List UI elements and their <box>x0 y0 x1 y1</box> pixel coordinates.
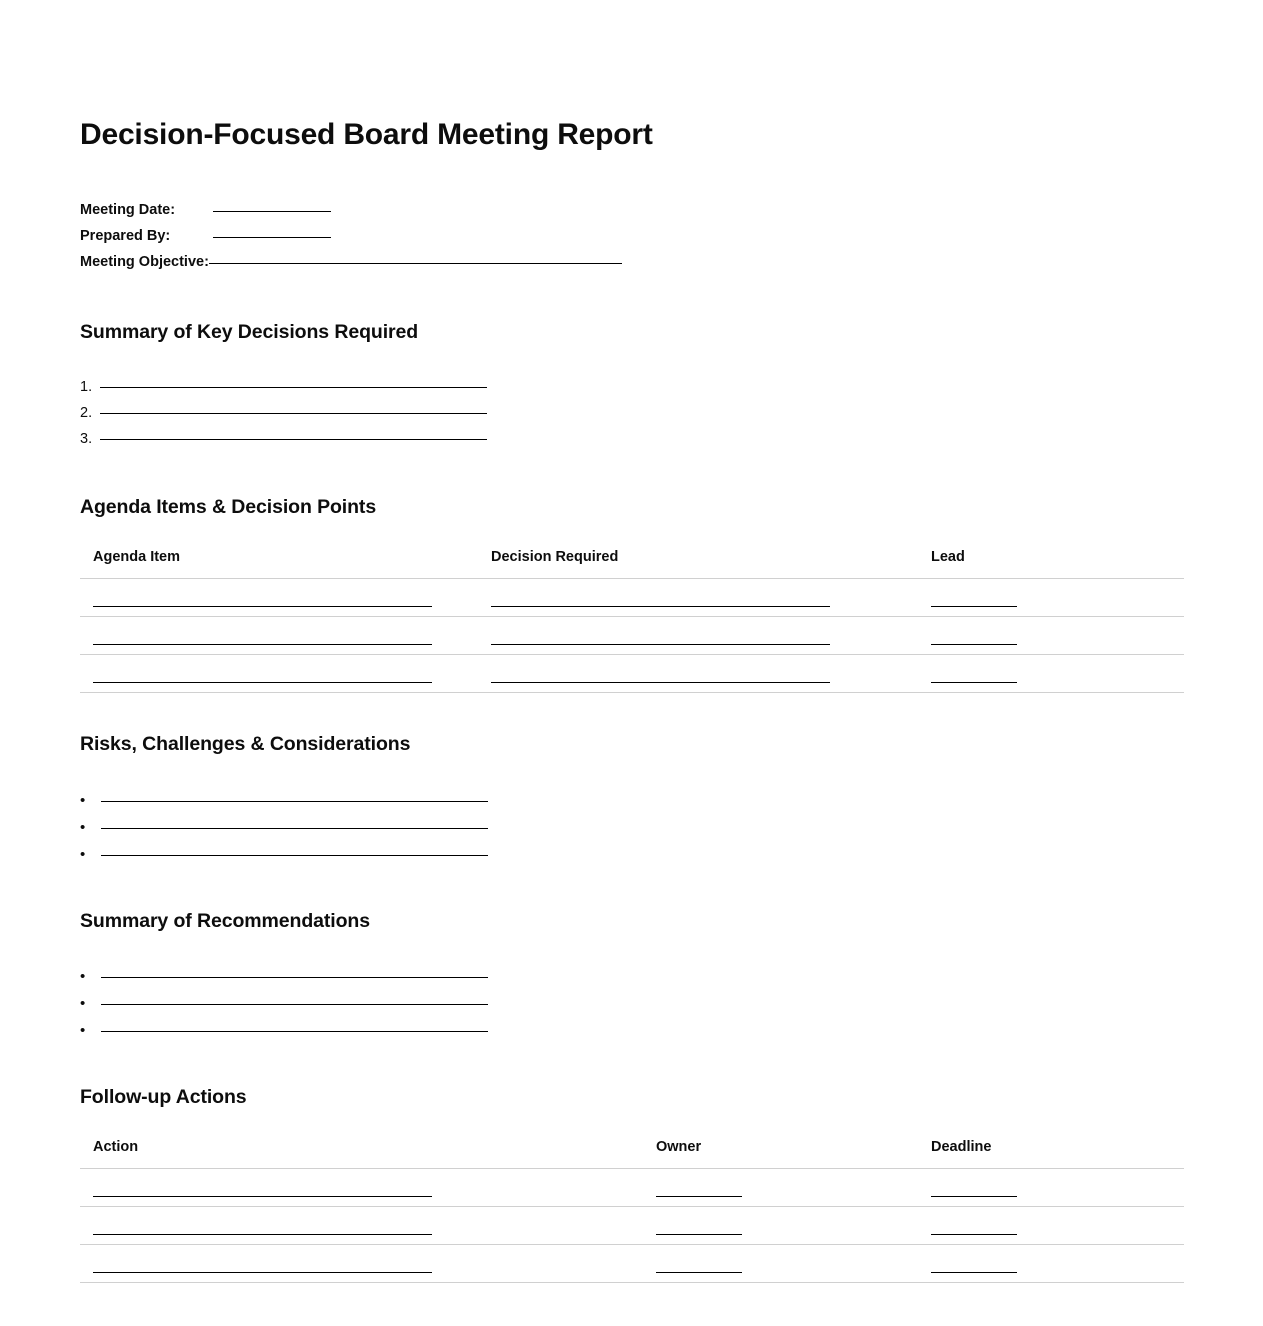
agenda-item-cell[interactable] <box>80 579 478 617</box>
column-header-action: Action <box>80 1139 643 1169</box>
page-title: Decision-Focused Board Meeting Report <box>80 118 653 151</box>
owner-cell[interactable] <box>643 1245 918 1283</box>
document-body <box>80 118 1184 1283</box>
agenda-heading: Agenda Items & Decision Points <box>80 495 377 518</box>
risk-field-2[interactable] <box>101 828 488 829</box>
deadline-field-3[interactable] <box>931 1272 1017 1273</box>
key-decision-field-3[interactable] <box>100 439 487 440</box>
column-header-lead: Lead <box>918 549 1184 579</box>
table-row <box>80 1245 1184 1283</box>
prepared-by-row <box>80 223 1184 249</box>
agenda-table <box>80 549 1184 693</box>
action-field-2[interactable] <box>93 1234 432 1235</box>
recommendations-list <box>80 963 1184 1044</box>
bullet-icon: • <box>80 995 86 1013</box>
meeting-objective-row <box>80 249 1184 275</box>
table-row <box>80 1169 1184 1207</box>
agenda-item-field-3[interactable] <box>93 682 432 683</box>
key-decisions-list <box>80 374 1184 452</box>
action-cell[interactable] <box>80 1169 643 1207</box>
table-header-row <box>80 1139 1184 1169</box>
deadline-field-2[interactable] <box>931 1234 1017 1235</box>
decision-required-field-3[interactable] <box>491 682 830 683</box>
list-item <box>80 400 1184 426</box>
action-cell[interactable] <box>80 1245 643 1283</box>
agenda-item-cell[interactable] <box>80 617 478 655</box>
list-item <box>80 990 1184 1017</box>
meeting-date-label: Meeting Date: <box>80 201 176 218</box>
meeting-date-row <box>80 197 1184 223</box>
lead-field-1[interactable] <box>931 606 1017 607</box>
bullet-icon: • <box>80 791 86 809</box>
lead-cell[interactable] <box>918 617 1184 655</box>
recommendations-heading: Summary of Recommendations <box>80 909 370 932</box>
list-item <box>80 787 1184 814</box>
lead-field-3[interactable] <box>931 682 1017 683</box>
list-item <box>80 841 1184 868</box>
column-header-owner: Owner <box>643 1139 918 1169</box>
decision-required-cell[interactable] <box>478 655 918 693</box>
owner-field-1[interactable] <box>656 1196 742 1197</box>
meeting-meta-block <box>80 197 1184 275</box>
section-followup <box>80 1086 1184 1283</box>
column-header-decision-required: Decision Required <box>478 549 918 579</box>
table-row <box>80 579 1184 617</box>
bullet-icon: • <box>80 818 86 836</box>
lead-cell[interactable] <box>918 655 1184 693</box>
meeting-date-field[interactable] <box>213 211 331 212</box>
bullet-icon: • <box>80 968 86 986</box>
action-field-3[interactable] <box>93 1272 432 1273</box>
prepared-by-field[interactable] <box>213 237 331 238</box>
lead-field-2[interactable] <box>931 644 1017 645</box>
owner-cell[interactable] <box>643 1207 918 1245</box>
key-decision-field-1[interactable] <box>100 387 487 388</box>
bullet-icon: • <box>80 1022 86 1040</box>
prepared-by-label: Prepared By: <box>80 227 171 244</box>
section-agenda <box>80 496 1184 693</box>
section-key-decisions <box>80 321 1184 452</box>
agenda-item-cell[interactable] <box>80 655 478 693</box>
list-item <box>80 426 1184 452</box>
table-header-row <box>80 549 1184 579</box>
risks-list <box>80 787 1184 868</box>
meeting-objective-field[interactable] <box>209 263 622 264</box>
action-field-1[interactable] <box>93 1196 432 1197</box>
list-item <box>80 374 1184 400</box>
owner-field-3[interactable] <box>656 1272 742 1273</box>
decision-required-cell[interactable] <box>478 579 918 617</box>
list-item <box>80 814 1184 841</box>
key-decisions-heading: Summary of Key Decisions Required <box>80 320 419 343</box>
deadline-cell[interactable] <box>918 1245 1184 1283</box>
table-row <box>80 1207 1184 1245</box>
lead-cell[interactable] <box>918 579 1184 617</box>
owner-field-2[interactable] <box>656 1234 742 1235</box>
table-row <box>80 655 1184 693</box>
decision-required-field-2[interactable] <box>491 644 830 645</box>
bullet-icon: • <box>80 845 86 863</box>
list-marker: 2. <box>80 404 93 421</box>
section-risks <box>80 733 1184 867</box>
recommendation-field-1[interactable] <box>101 977 488 978</box>
followup-heading: Follow-up Actions <box>80 1086 247 1109</box>
risk-field-3[interactable] <box>101 855 488 856</box>
recommendation-field-3[interactable] <box>101 1031 488 1032</box>
deadline-cell[interactable] <box>918 1169 1184 1207</box>
column-header-agenda-item: Agenda Item <box>80 549 478 579</box>
deadline-cell[interactable] <box>918 1207 1184 1245</box>
owner-cell[interactable] <box>643 1169 918 1207</box>
list-item <box>80 1017 1184 1044</box>
meeting-objective-label: Meeting Objective: <box>80 253 209 270</box>
key-decision-field-2[interactable] <box>100 413 487 414</box>
decision-required-field-1[interactable] <box>491 606 830 607</box>
decision-required-cell[interactable] <box>478 617 918 655</box>
action-cell[interactable] <box>80 1207 643 1245</box>
deadline-field-1[interactable] <box>931 1196 1017 1197</box>
followup-table <box>80 1139 1184 1283</box>
agenda-item-field-2[interactable] <box>93 644 432 645</box>
column-header-deadline: Deadline <box>918 1139 1184 1169</box>
section-recommendations <box>80 910 1184 1044</box>
list-item <box>80 963 1184 990</box>
risk-field-1[interactable] <box>101 801 488 802</box>
table-row <box>80 617 1184 655</box>
agenda-item-field-1[interactable] <box>93 606 432 607</box>
list-marker: 1. <box>80 378 93 395</box>
recommendation-field-2[interactable] <box>101 1004 488 1005</box>
list-marker: 3. <box>80 430 93 447</box>
risks-heading: Risks, Challenges & Considerations <box>80 733 411 756</box>
